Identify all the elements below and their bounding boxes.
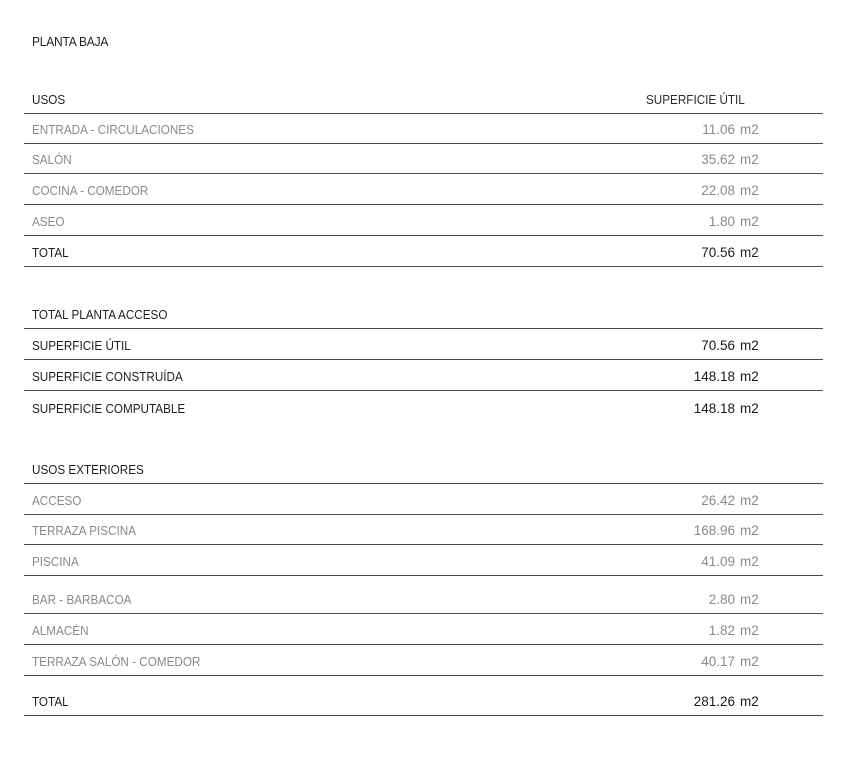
table-row (24, 485, 823, 515)
acceso-header-label: TOTAL PLANTA ACCESO (32, 307, 168, 322)
row-value: 148.18 (693, 401, 735, 416)
row-unit: m2 (740, 493, 759, 508)
row-label: SUPERFICIE CONSTRUÍDA (32, 369, 183, 384)
row-unit: m2 (740, 592, 759, 607)
table-row (24, 114, 823, 144)
page-title: PLANTA BAJA (32, 34, 109, 49)
row-label: TERRAZA PISCINA (32, 523, 137, 538)
table-row (24, 175, 823, 205)
row-label: SALÓN (32, 152, 72, 167)
total-value: 281.26 (693, 694, 735, 709)
row-unit: m2 (740, 214, 759, 229)
row-unit: m2 (740, 183, 759, 198)
row-unit: m2 (740, 152, 759, 167)
row-label: ASEO (32, 214, 65, 229)
row-label: PISCINA (32, 554, 79, 569)
total-value: 70.56 (701, 245, 735, 260)
row-value: 35.62 (701, 152, 735, 167)
table-row (24, 392, 823, 422)
row-unit: m2 (740, 523, 759, 538)
table-row (24, 361, 823, 391)
row-label: SUPERFICIE ÚTIL (32, 338, 131, 353)
table-row (24, 330, 823, 360)
row-unit: m2 (740, 122, 759, 137)
row-value: 11.06 (702, 122, 735, 137)
usos-header-row (24, 84, 823, 114)
total-row (24, 237, 823, 267)
row-unit: m2 (740, 369, 759, 384)
row-label: ENTRADA - CIRCULACIONES (32, 122, 194, 137)
table-row (24, 646, 823, 676)
table-row (24, 584, 823, 614)
row-value: 2.80 (708, 592, 735, 607)
row-value: 26.42 (701, 493, 735, 508)
total-label: TOTAL (32, 694, 69, 709)
row-label: BAR - BARBACOA (32, 592, 132, 607)
total-unit: m2 (740, 245, 759, 260)
superficie-util-header: SUPERFICIE ÚTIL (646, 92, 745, 107)
row-value: 168.96 (693, 523, 735, 538)
row-value: 22.08 (701, 183, 735, 198)
row-label: ACCESO (32, 493, 82, 508)
row-value: 148.18 (693, 369, 735, 384)
row-unit: m2 (740, 654, 759, 669)
total-label: TOTAL (32, 245, 69, 260)
row-value: 1.82 (708, 623, 735, 638)
table-row (24, 515, 823, 545)
table-row (24, 206, 823, 236)
table-row (24, 144, 823, 174)
row-label: ALMACÉN (32, 623, 89, 638)
total-row (24, 686, 823, 716)
usos-header-label: USOS (32, 92, 66, 107)
row-value: 1.80 (708, 214, 735, 229)
exteriores-header-label: USOS EXTERIORES (32, 462, 144, 477)
total-unit: m2 (740, 694, 759, 709)
row-value: 40.17 (701, 654, 735, 669)
row-value: 41.09 (701, 554, 735, 569)
row-unit: m2 (740, 338, 759, 353)
row-label: COCINA - COMEDOR (32, 183, 149, 198)
row-unit: m2 (740, 623, 759, 638)
table-row (24, 546, 823, 576)
row-label: TERRAZA SALÓN - COMEDOR (32, 654, 201, 669)
row-unit: m2 (740, 401, 759, 416)
table-row (24, 615, 823, 645)
row-unit: m2 (740, 554, 759, 569)
acceso-header-row (24, 299, 823, 329)
exteriores-header-row (24, 454, 823, 484)
row-label: SUPERFICIE COMPUTABLE (32, 401, 186, 416)
row-value: 70.56 (701, 338, 735, 353)
